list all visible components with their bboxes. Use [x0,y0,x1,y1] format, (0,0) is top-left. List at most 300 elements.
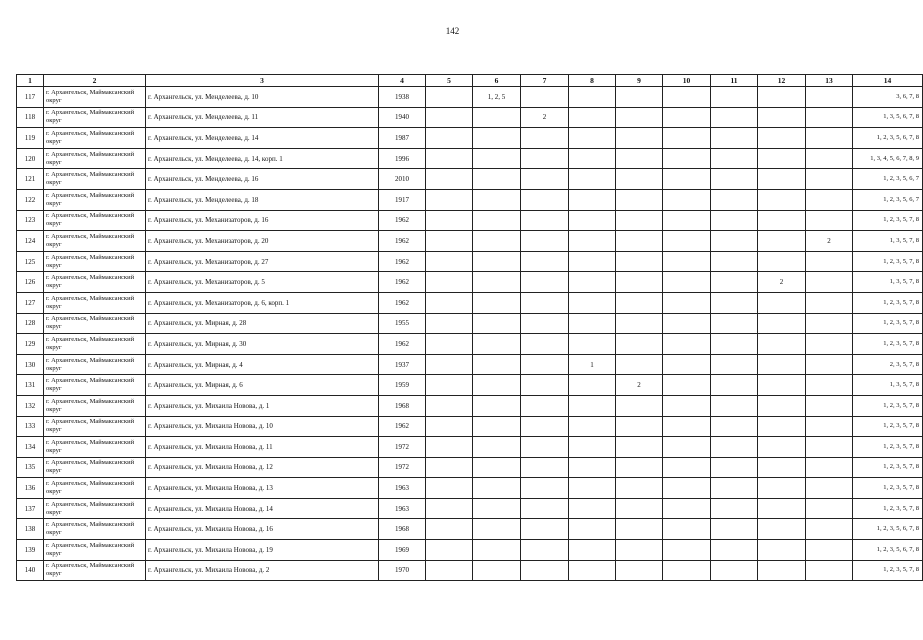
table-row [17,334,923,355]
year-cell: 1963 [379,498,426,519]
col13-cell [806,519,853,540]
year-cell: 1962 [379,292,426,313]
col14-cell: 1, 2, 3, 5, 7, 8 [853,478,923,499]
row-number: 127 [17,292,44,313]
row-number: 124 [17,231,44,252]
col13-cell [806,251,853,272]
col14-cell: 1, 2, 3, 5, 7, 8 [853,498,923,519]
column-header-14: 14 [853,75,923,87]
row-number: 130 [17,354,44,375]
table-row [17,437,923,458]
col5-cell [426,560,473,581]
col12-cell [758,169,806,190]
col8-cell [569,540,616,561]
col14-cell: 1, 2, 3, 5, 7, 8 [853,395,923,416]
location-cell: г. Архангельск, Маймаксанский округ [44,560,146,581]
location-cell: г. Архангельск, Маймаксанский округ [44,148,146,169]
col10-cell [663,498,711,519]
location-cell: г. Архангельск, Маймаксанский округ [44,107,146,128]
col11-cell [711,478,758,499]
col8-cell [569,189,616,210]
col6-cell [473,416,521,437]
col8-cell [569,437,616,458]
col9-cell [616,231,663,252]
location-cell: г. Архангельск, Маймаксанский округ [44,416,146,437]
table-body [17,87,923,581]
col9-cell [616,416,663,437]
col7-cell [521,231,569,252]
col5-cell [426,189,473,210]
col9-cell [616,519,663,540]
location-cell: г. Архангельск, Маймаксанский округ [44,540,146,561]
col14-cell: 1, 2, 3, 5, 7, 8 [853,313,923,334]
col13-cell [806,292,853,313]
year-cell: 1962 [379,251,426,272]
col10-cell [663,437,711,458]
col11-cell [711,334,758,355]
col6-cell [473,354,521,375]
address-cell: г. Архангельск, ул. Менделеева, д. 11 [146,107,379,128]
col13-cell: 2 [806,231,853,252]
col6-cell [473,231,521,252]
col9-cell [616,272,663,293]
column-header-11: 11 [711,75,758,87]
table-row [17,354,923,375]
address-cell: г. Архангельск, ул. Михаила Новова, д. 19 [146,540,379,561]
col10-cell [663,354,711,375]
col6-cell [473,519,521,540]
col14-cell: 1, 2, 3, 5, 7, 8 [853,251,923,272]
col12-cell [758,540,806,561]
col6-cell [473,437,521,458]
address-cell: г. Архангельск, ул. Михаила Новова, д. 10 [146,416,379,437]
col13-cell [806,87,853,108]
col7-cell [521,251,569,272]
col14-cell: 1, 3, 4, 5, 6, 7, 8, 9 [853,148,923,169]
year-cell: 1940 [379,107,426,128]
col11-cell [711,375,758,396]
col6-cell [473,560,521,581]
col13-cell [806,457,853,478]
col13-cell [806,437,853,458]
row-number: 135 [17,457,44,478]
col9-cell [616,334,663,355]
location-cell: г. Архангельск, Маймаксанский округ [44,437,146,458]
col14-cell: 1, 2, 3, 5, 7, 8 [853,437,923,458]
col14-cell: 1, 3, 5, 7, 8 [853,272,923,293]
col9-cell [616,292,663,313]
col8-cell [569,251,616,272]
address-cell: г. Архангельск, ул. Михаила Новова, д. 13 [146,478,379,499]
col12-cell [758,437,806,458]
table-row [17,87,923,108]
col5-cell [426,395,473,416]
column-header-7: 7 [521,75,569,87]
year-cell: 1962 [379,231,426,252]
table-row [17,251,923,272]
col12-cell [758,457,806,478]
address-cell: г. Архангельск, ул. Михаила Новова, д. 2 [146,560,379,581]
col7-cell [521,292,569,313]
row-number: 122 [17,189,44,210]
col10-cell [663,560,711,581]
column-header-13: 13 [806,75,853,87]
col11-cell [711,87,758,108]
column-header-12: 12 [758,75,806,87]
col14-cell: 1, 2, 3, 5, 6, 7 [853,189,923,210]
col8-cell [569,210,616,231]
col5-cell [426,313,473,334]
col11-cell [711,416,758,437]
col10-cell [663,416,711,437]
table-row [17,128,923,149]
year-cell: 1969 [379,540,426,561]
column-header-2: 2 [44,75,146,87]
col7-cell [521,416,569,437]
col10-cell [663,107,711,128]
col6-cell [473,478,521,499]
col7-cell [521,313,569,334]
col12-cell [758,251,806,272]
location-cell: г. Архангельск, Маймаксанский округ [44,354,146,375]
col12-cell [758,148,806,169]
column-header-3: 3 [146,75,379,87]
col9-cell [616,395,663,416]
col5-cell [426,107,473,128]
col11-cell [711,313,758,334]
col6-cell [473,457,521,478]
col14-cell: 1, 2, 3, 5, 7, 8 [853,457,923,478]
col8-cell [569,375,616,396]
address-cell: г. Архангельск, ул. Михаила Новова, д. 14 [146,498,379,519]
col11-cell [711,540,758,561]
col11-cell [711,457,758,478]
year-cell: 1968 [379,395,426,416]
col14-cell: 1, 2, 3, 5, 7, 8 [853,416,923,437]
year-cell: 1959 [379,375,426,396]
table-row [17,457,923,478]
table-row [17,395,923,416]
col7-cell: 2 [521,107,569,128]
row-number: 118 [17,107,44,128]
address-cell: г. Архангельск, ул. Михаила Новова, д. 1 [146,395,379,416]
col10-cell [663,313,711,334]
col6-cell [473,292,521,313]
col13-cell [806,478,853,499]
col13-cell [806,148,853,169]
col9-cell [616,128,663,149]
column-header-5: 5 [426,75,473,87]
col9-cell [616,148,663,169]
col10-cell [663,292,711,313]
column-header-8: 8 [569,75,616,87]
col10-cell [663,478,711,499]
col14-cell: 1, 3, 5, 6, 7, 8 [853,107,923,128]
col10-cell [663,272,711,293]
col5-cell [426,251,473,272]
col5-cell [426,540,473,561]
col8-cell [569,416,616,437]
address-cell: г. Архангельск, ул. Михаила Новова, д. 16 [146,519,379,540]
header-row [17,75,923,87]
col8-cell: 1 [569,354,616,375]
row-number: 123 [17,210,44,231]
col9-cell [616,210,663,231]
year-cell: 1955 [379,313,426,334]
year-cell: 1996 [379,148,426,169]
year-cell: 1937 [379,354,426,375]
col12-cell [758,416,806,437]
col9-cell [616,251,663,272]
year-cell: 1987 [379,128,426,149]
location-cell: г. Архангельск, Маймаксанский округ [44,189,146,210]
col10-cell [663,334,711,355]
col11-cell [711,519,758,540]
col6-cell [473,272,521,293]
col8-cell [569,313,616,334]
col5-cell [426,498,473,519]
col12-cell [758,560,806,581]
col10-cell [663,148,711,169]
col8-cell [569,498,616,519]
col7-cell [521,437,569,458]
col8-cell [569,478,616,499]
year-cell: 2010 [379,169,426,190]
row-number: 121 [17,169,44,190]
col9-cell [616,540,663,561]
address-cell: г. Архангельск, ул. Механизаторов, д. 16 [146,210,379,231]
address-cell: г. Архангельск, ул. Михаила Новова, д. 12 [146,457,379,478]
col8-cell [569,519,616,540]
col14-cell: 2, 3, 5, 7, 8 [853,354,923,375]
row-number: 125 [17,251,44,272]
col9-cell [616,107,663,128]
col12-cell [758,189,806,210]
table-row [17,519,923,540]
year-cell: 1962 [379,210,426,231]
col9-cell [616,87,663,108]
col6-cell [473,107,521,128]
col8-cell [569,87,616,108]
table-row [17,313,923,334]
col9-cell [616,560,663,581]
col11-cell [711,395,758,416]
col14-cell: 1, 2, 3, 5, 6, 7, 8 [853,519,923,540]
col11-cell [711,128,758,149]
col10-cell [663,189,711,210]
location-cell: г. Архангельск, Маймаксанский округ [44,210,146,231]
col11-cell [711,169,758,190]
col14-cell: 1, 2, 3, 5, 6, 7, 8 [853,540,923,561]
col7-cell [521,148,569,169]
col12-cell [758,395,806,416]
col7-cell [521,478,569,499]
col7-cell [521,560,569,581]
col14-cell: 1, 3, 5, 7, 8 [853,231,923,252]
col11-cell [711,498,758,519]
col13-cell [806,375,853,396]
col8-cell [569,148,616,169]
col13-cell [806,354,853,375]
col6-cell [473,313,521,334]
col5-cell [426,128,473,149]
col10-cell [663,169,711,190]
col6-cell [473,498,521,519]
col8-cell [569,272,616,293]
address-cell: г. Архангельск, ул. Менделеева, д. 10 [146,87,379,108]
address-cell: г. Архангельск, ул. Мирная, д. 6 [146,375,379,396]
col13-cell [806,189,853,210]
col5-cell [426,416,473,437]
col14-cell: 1, 2, 3, 5, 6, 7 [853,169,923,190]
buildings-table [16,74,923,581]
address-cell: г. Архангельск, ул. Механизаторов, д. 6, корп. 1 [146,292,379,313]
col8-cell [569,395,616,416]
col8-cell [569,560,616,581]
page-number: 142 [445,26,460,36]
table-row [17,107,923,128]
address-cell: г. Архангельск, ул. Механизаторов, д. 27 [146,251,379,272]
col5-cell [426,478,473,499]
year-cell: 1972 [379,457,426,478]
location-cell: г. Архангельск, Маймаксанский округ [44,169,146,190]
col13-cell [806,169,853,190]
table-row [17,375,923,396]
column-header-10: 10 [663,75,711,87]
table-row [17,169,923,190]
col13-cell [806,540,853,561]
year-cell: 1970 [379,560,426,581]
col5-cell [426,334,473,355]
col9-cell [616,169,663,190]
col6-cell [473,251,521,272]
location-cell: г. Архангельск, Маймаксанский округ [44,498,146,519]
col8-cell [569,457,616,478]
col7-cell [521,169,569,190]
col10-cell [663,87,711,108]
col7-cell [521,540,569,561]
col5-cell [426,169,473,190]
location-cell: г. Архангельск, Маймаксанский округ [44,457,146,478]
col10-cell [663,251,711,272]
year-cell: 1917 [379,189,426,210]
row-number: 133 [17,416,44,437]
col12-cell [758,478,806,499]
col12-cell [758,107,806,128]
year-cell: 1938 [379,87,426,108]
col14-cell: 1, 2, 3, 5, 7, 8 [853,210,923,231]
row-number: 140 [17,560,44,581]
year-cell: 1968 [379,519,426,540]
col7-cell [521,498,569,519]
col6-cell [473,395,521,416]
address-cell: г. Архангельск, ул. Мирная, д. 30 [146,334,379,355]
col12-cell [758,210,806,231]
col14-cell: 3, 6, 7, 8 [853,87,923,108]
col5-cell [426,375,473,396]
row-number: 119 [17,128,44,149]
col8-cell [569,107,616,128]
column-header-1: 1 [17,75,44,87]
col6-cell: 1, 2, 5 [473,87,521,108]
col12-cell: 2 [758,272,806,293]
col10-cell [663,395,711,416]
col9-cell [616,313,663,334]
col11-cell [711,437,758,458]
location-cell: г. Архангельск, Маймаксанский округ [44,519,146,540]
col8-cell [569,334,616,355]
col5-cell [426,272,473,293]
col5-cell [426,148,473,169]
col5-cell [426,457,473,478]
col14-cell: 1, 2, 3, 5, 7, 8 [853,334,923,355]
col6-cell [473,169,521,190]
col10-cell [663,519,711,540]
column-header-6: 6 [473,75,521,87]
year-cell: 1963 [379,478,426,499]
col9-cell [616,498,663,519]
year-cell: 1962 [379,416,426,437]
col7-cell [521,375,569,396]
col7-cell [521,457,569,478]
address-cell: г. Архангельск, ул. Менделеева, д. 18 [146,189,379,210]
address-cell: г. Архангельск, ул. Михаила Новова, д. 11 [146,437,379,458]
location-cell: г. Архангельск, Маймаксанский округ [44,313,146,334]
address-cell: г. Архангельск, ул. Менделеева, д. 16 [146,169,379,190]
location-cell: г. Архангельск, Маймаксанский округ [44,292,146,313]
col9-cell: 2 [616,375,663,396]
table-row [17,210,923,231]
col11-cell [711,560,758,581]
table-row [17,478,923,499]
col10-cell [663,375,711,396]
col13-cell [806,498,853,519]
col11-cell [711,251,758,272]
col7-cell [521,395,569,416]
col7-cell [521,189,569,210]
col11-cell [711,272,758,293]
col12-cell [758,313,806,334]
col5-cell [426,210,473,231]
col13-cell [806,272,853,293]
table-row [17,231,923,252]
col12-cell [758,354,806,375]
location-cell: г. Архангельск, Маймаксанский округ [44,478,146,499]
col6-cell [473,540,521,561]
address-cell: г. Архангельск, ул. Механизаторов, д. 20 [146,231,379,252]
col13-cell [806,416,853,437]
col13-cell [806,395,853,416]
col5-cell [426,354,473,375]
col13-cell [806,128,853,149]
col5-cell [426,519,473,540]
col12-cell [758,292,806,313]
table-row [17,189,923,210]
col13-cell [806,210,853,231]
row-number: 132 [17,395,44,416]
table-row [17,272,923,293]
location-cell: г. Архангельск, Маймаксанский округ [44,251,146,272]
col5-cell [426,437,473,458]
row-number: 139 [17,540,44,561]
col5-cell [426,87,473,108]
table-row [17,498,923,519]
col6-cell [473,189,521,210]
col6-cell [473,375,521,396]
col12-cell [758,498,806,519]
address-cell: г. Архангельск, ул. Мирная, д. 4 [146,354,379,375]
col5-cell [426,292,473,313]
